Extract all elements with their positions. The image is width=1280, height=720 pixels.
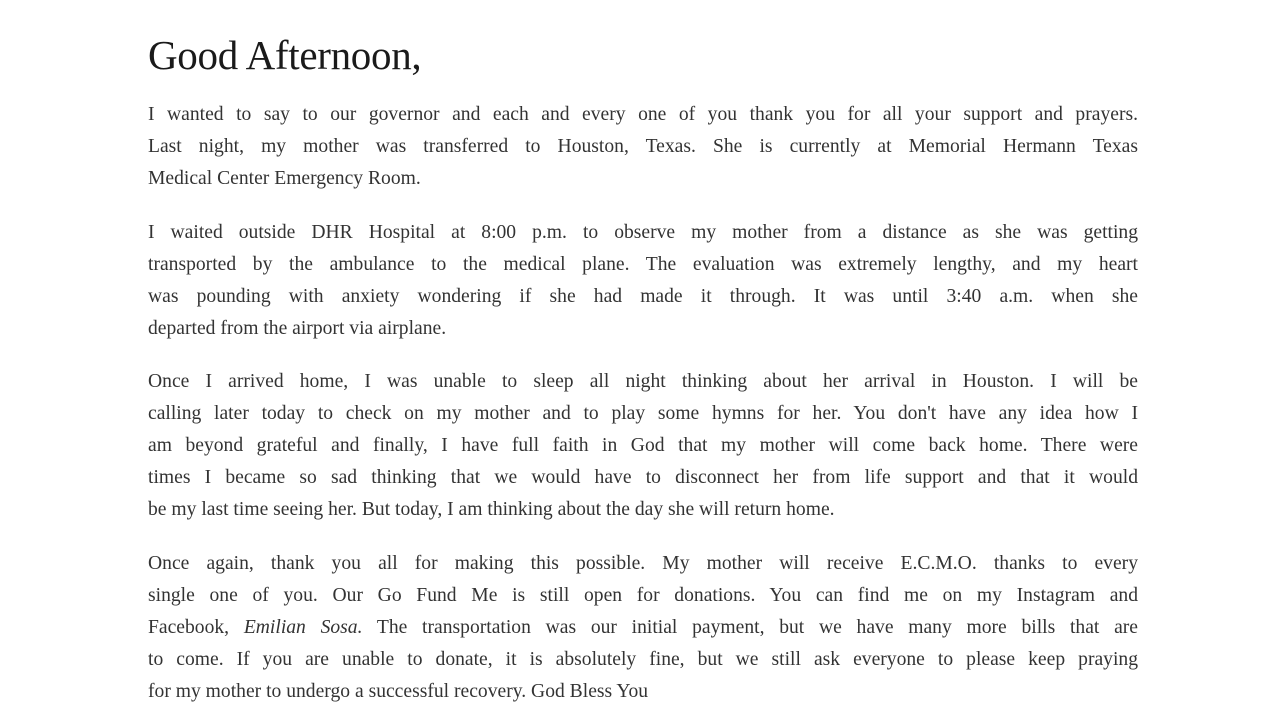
paragraph-line: am beyond grateful and finally, I have full faith in God that my mother will come back home. There were — [148, 435, 1138, 456]
paragraph-line: I waited outside DHR Hospital at 8:00 p.m. to observe my mother from a distance as she was getting — [148, 222, 1138, 243]
paragraph-line: Once again, thank you all for making this possible. My mother will receive E.C.M.O. thanks to every — [148, 553, 1138, 574]
paragraph-donations — [148, 548, 1138, 708]
paragraph-line — [148, 612, 1138, 644]
paragraph-line: I wanted to say to our governor and each and every one of you thank you for all your support and prayers. — [148, 104, 1138, 125]
paragraph-line: times I became so sad thinking that we would have to disconnect her from life support and that it would — [148, 467, 1138, 488]
social-handle-name: Emilian Sosa. — [243, 617, 363, 638]
paragraph-arrival-home — [148, 366, 1138, 526]
paragraph-line: was pounding with anxiety wondering if she had made it through. It was until 3:40 a.m. when she — [148, 286, 1138, 307]
paragraph-line: Last night, my mother was transferred to Houston, Texas. She is currently at Memorial Hermann Texas — [148, 136, 1138, 157]
paragraph-line: Once I arrived home, I was unable to sleep all night thinking about her arrival in Houston. I will be — [148, 371, 1138, 392]
paragraph-line: for my mother to undergo a successful recovery. God Bless You — [148, 681, 649, 702]
paragraph-line: to come. If you are unable to donate, it is absolutely fine, but we still ask everyone to please keep praying — [148, 649, 1138, 670]
paragraph-line: be my last time seeing her. But today, I am thinking about the day she will return home. — [148, 499, 835, 520]
paragraph-thanks — [148, 99, 1138, 195]
paragraph-line: single one of you. Our Go Fund Me is still open for donations. You can find me on my Instagram and — [148, 585, 1138, 606]
paragraph-line: departed from the airport via airplane. — [148, 318, 447, 339]
greeting-heading: Good Afternoon, — [148, 32, 422, 78]
line-text: Facebook, — [148, 617, 244, 638]
paragraph-hospital-transfer — [148, 217, 1138, 345]
paragraph-line: transported by the ambulance to the medical plane. The evaluation was extremely lengthy, and my heart — [148, 254, 1138, 275]
paragraph-line: Medical Center Emergency Room. — [148, 168, 421, 189]
paragraph-line: calling later today to check on my mother and to play some hymns for her. You don't have any idea how I — [148, 403, 1138, 424]
line-text: The transportation was our initial payment, but we have many more bills that are — [362, 617, 1138, 638]
